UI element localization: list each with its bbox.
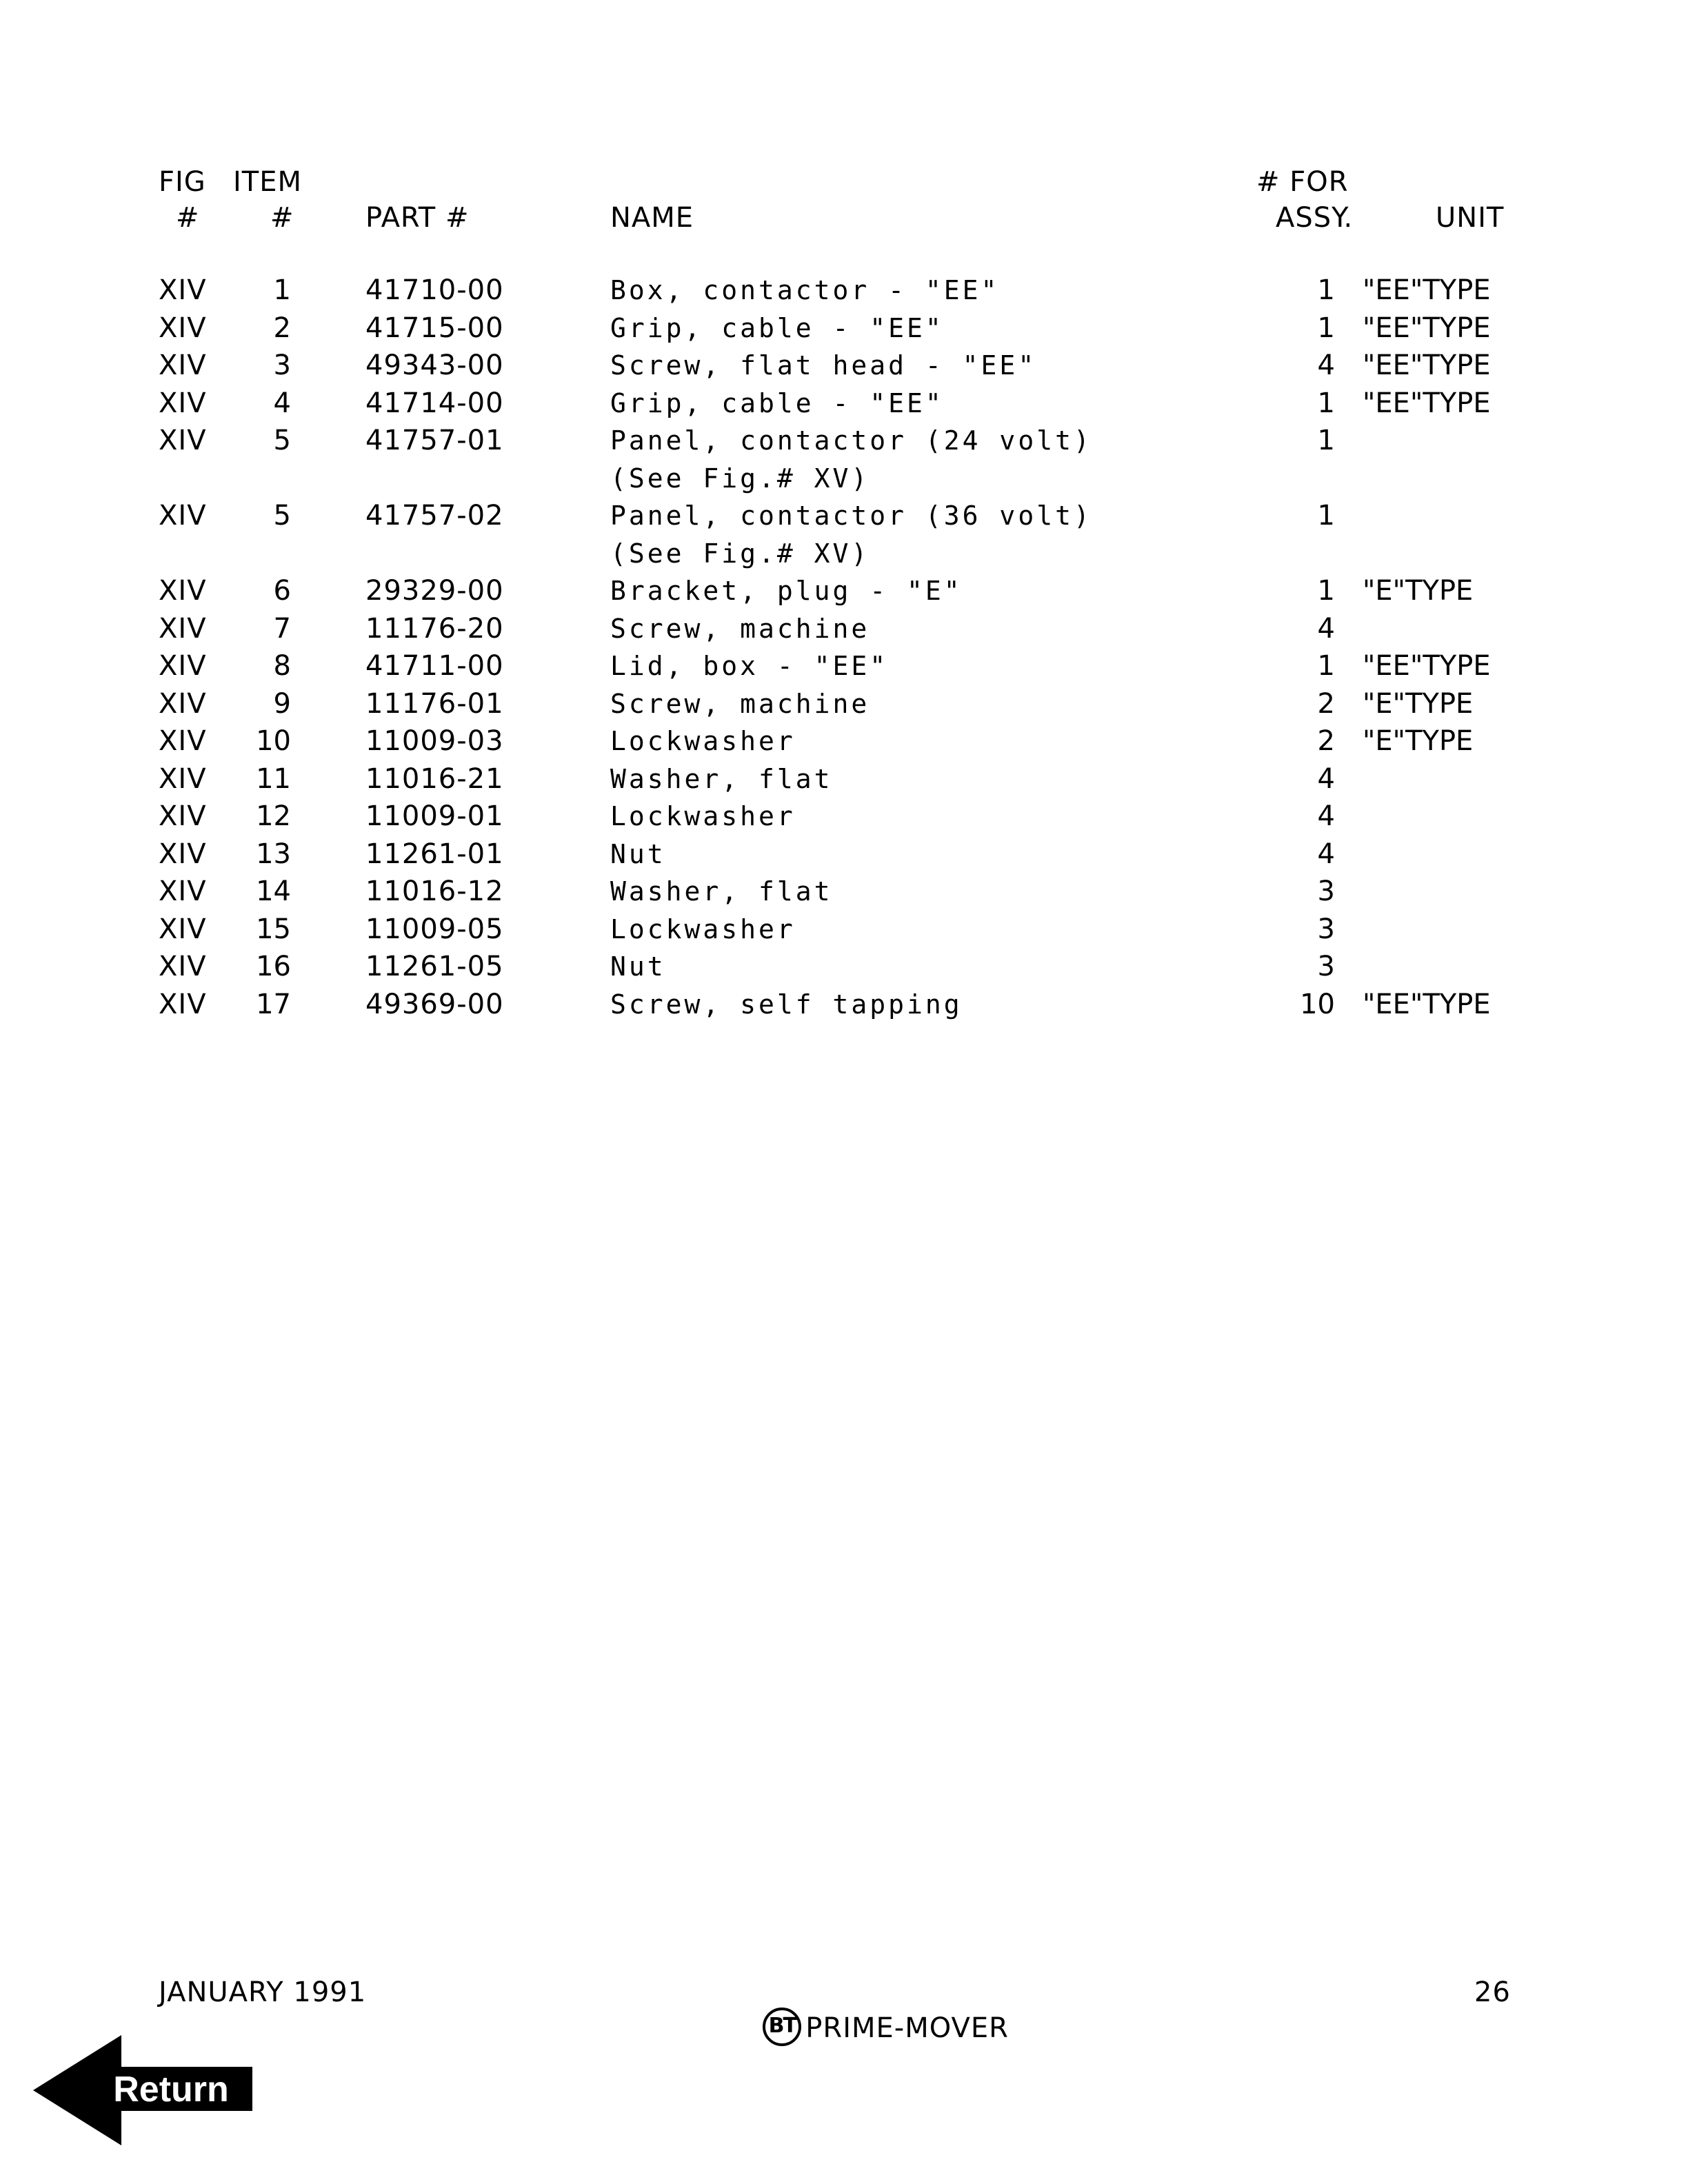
fig-number: XIV — [159, 762, 207, 795]
page-number: 26 — [1474, 1976, 1511, 2008]
table-row — [0, 497, 1688, 534]
header-for-label: # FOR — [1256, 166, 1349, 198]
item-number: 7 — [273, 612, 291, 645]
part-name: Grip, cable - "EE" — [610, 312, 944, 343]
part-number: 49369-00 — [365, 988, 504, 1020]
part-number: 11176-01 — [365, 687, 504, 720]
fig-number: XIV — [159, 575, 207, 607]
unit-type: "EE"TYPE — [1363, 650, 1491, 682]
table-row — [0, 572, 1688, 609]
header-item-label: ITEM — [233, 166, 303, 198]
table-row — [0, 911, 1688, 948]
table-row — [0, 798, 1688, 835]
part-number: 41711-00 — [365, 650, 504, 682]
assy-qty: 2 — [1317, 687, 1335, 720]
fig-number: XIV — [159, 612, 207, 645]
assy-qty: 10 — [1300, 988, 1335, 1020]
item-number: 5 — [273, 500, 291, 532]
item-number: 2 — [273, 312, 291, 344]
fig-number: XIV — [159, 800, 207, 832]
item-number: 9 — [273, 687, 291, 720]
part-number: 41757-02 — [365, 500, 504, 532]
fig-number: XIV — [159, 876, 207, 907]
unit-type: "E"TYPE — [1363, 687, 1474, 720]
part-name: Panel, contactor (36 volt) — [610, 501, 1092, 531]
part-number: 41714-00 — [365, 387, 504, 419]
table-row-continuation — [0, 460, 1688, 497]
assy-qty: 3 — [1317, 913, 1335, 945]
item-number: 4 — [273, 387, 291, 419]
unit-type: "EE"TYPE — [1363, 350, 1491, 381]
header-item-hash: # — [270, 202, 294, 234]
part-number: 11009-03 — [365, 725, 504, 757]
item-number: 13 — [256, 838, 291, 870]
part-name: Lockwasher — [610, 801, 796, 831]
assy-qty: 1 — [1317, 575, 1335, 607]
part-number: 11176-20 — [365, 612, 504, 645]
assy-qty: 1 — [1317, 387, 1335, 419]
assy-qty: 4 — [1317, 350, 1335, 381]
header-part-number: PART # — [365, 202, 470, 234]
item-number: 6 — [273, 575, 291, 607]
table-row — [0, 610, 1688, 647]
table-row — [0, 385, 1688, 422]
part-number: 11016-21 — [365, 762, 504, 795]
fig-number: XIV — [159, 988, 207, 1020]
table-row — [0, 310, 1688, 347]
part-name: Nut — [610, 951, 666, 982]
assy-qty: 4 — [1317, 800, 1335, 832]
item-number: 15 — [256, 913, 291, 945]
fig-number: XIV — [159, 387, 207, 419]
part-name: Washer, flat — [610, 876, 833, 907]
return-button[interactable] — [33, 2035, 254, 2145]
part-name: Grip, cable - "EE" — [610, 387, 944, 418]
assy-qty: 1 — [1317, 500, 1335, 532]
part-name: Lockwasher — [610, 913, 796, 944]
fig-number: XIV — [159, 425, 207, 456]
assy-qty: 1 — [1317, 312, 1335, 344]
unit-type: "EE"TYPE — [1363, 274, 1491, 306]
part-number: 11009-05 — [365, 913, 504, 945]
table-row — [0, 685, 1688, 722]
assy-qty: 4 — [1317, 762, 1335, 795]
fig-number: XIV — [159, 274, 207, 306]
table-row — [0, 873, 1688, 910]
fig-number: XIV — [159, 725, 207, 757]
part-number: 41715-00 — [365, 312, 504, 344]
table-row — [0, 347, 1688, 384]
part-name: Bracket, plug - "E" — [610, 576, 963, 606]
part-name: Screw, machine — [610, 613, 870, 644]
fig-number: XIV — [159, 951, 207, 982]
table-row — [0, 722, 1688, 760]
part-number: 49343-00 — [365, 350, 504, 381]
part-name-note: (See Fig.# XV) — [610, 538, 870, 569]
item-number: 10 — [256, 725, 291, 757]
fig-number: XIV — [159, 913, 207, 945]
table-row — [0, 760, 1688, 798]
header-name: NAME — [610, 202, 694, 234]
fig-number: XIV — [159, 838, 207, 870]
assy-qty: 1 — [1317, 425, 1335, 456]
part-name: Screw, flat head - "EE" — [610, 350, 1037, 381]
part-name: Screw, self tapping — [610, 989, 963, 1020]
table-row — [0, 986, 1688, 1023]
part-number: 11261-05 — [365, 951, 504, 982]
table-row — [0, 948, 1688, 985]
fig-number: XIV — [159, 687, 207, 720]
table-row — [0, 647, 1688, 685]
fig-number: XIV — [159, 350, 207, 381]
unit-type: "EE"TYPE — [1363, 312, 1491, 344]
header-unit: UNIT — [1436, 202, 1505, 234]
part-number: 29329-00 — [365, 575, 504, 607]
bt-logo-text: BT — [768, 2014, 796, 2038]
assy-qty: 1 — [1317, 274, 1335, 306]
item-number: 16 — [256, 951, 291, 982]
part-number: 41757-01 — [365, 425, 504, 456]
unit-type: "EE"TYPE — [1363, 387, 1491, 419]
brand-name: PRIME-MOVER — [805, 2012, 1009, 2044]
part-name: Lockwasher — [610, 726, 796, 756]
return-label: Return — [113, 2070, 229, 2110]
header-fig-label: FIG — [159, 166, 206, 198]
unit-type: "E"TYPE — [1363, 725, 1474, 757]
fig-number: XIV — [159, 650, 207, 682]
part-number: 11261-01 — [365, 838, 504, 870]
item-number: 11 — [256, 762, 291, 795]
part-number: 41710-00 — [365, 274, 504, 306]
assy-qty: 4 — [1317, 838, 1335, 870]
item-number: 1 — [273, 274, 291, 306]
item-number: 12 — [256, 800, 291, 832]
assy-qty: 3 — [1317, 951, 1335, 982]
assy-qty: 4 — [1317, 612, 1335, 645]
part-name: Washer, flat — [610, 763, 833, 794]
table-row-continuation — [0, 535, 1688, 572]
footer-date: JANUARY 1991 — [159, 1976, 367, 2008]
unit-type: "EE"TYPE — [1363, 988, 1491, 1020]
header-assy: ASSY. — [1276, 202, 1354, 234]
unit-type: "E"TYPE — [1363, 575, 1474, 607]
part-name: Nut — [610, 838, 666, 869]
item-number: 5 — [273, 425, 291, 456]
part-name: Screw, machine — [610, 688, 870, 719]
assy-qty: 2 — [1317, 725, 1335, 757]
fig-number: XIV — [159, 500, 207, 532]
item-number: 14 — [256, 876, 291, 907]
item-number: 17 — [256, 988, 291, 1020]
item-number: 8 — [273, 650, 291, 682]
part-number: 11016-12 — [365, 876, 504, 907]
table-row — [0, 422, 1688, 459]
footer-brand — [706, 1974, 1009, 2085]
header-fig-hash: # — [176, 202, 200, 234]
fig-number: XIV — [159, 312, 207, 344]
assy-qty: 3 — [1317, 876, 1335, 907]
part-name: Lid, box - "EE" — [610, 651, 889, 681]
table-row — [0, 836, 1688, 873]
part-name: Panel, contactor (24 volt) — [610, 425, 1092, 456]
part-number: 11009-01 — [365, 800, 504, 832]
assy-qty: 1 — [1317, 650, 1335, 682]
part-name-note: (See Fig.# XV) — [610, 463, 870, 494]
bt-logo-icon — [763, 2008, 801, 2046]
table-row — [0, 272, 1688, 309]
part-name: Box, contactor - "EE" — [610, 275, 1000, 305]
item-number: 3 — [273, 350, 291, 381]
